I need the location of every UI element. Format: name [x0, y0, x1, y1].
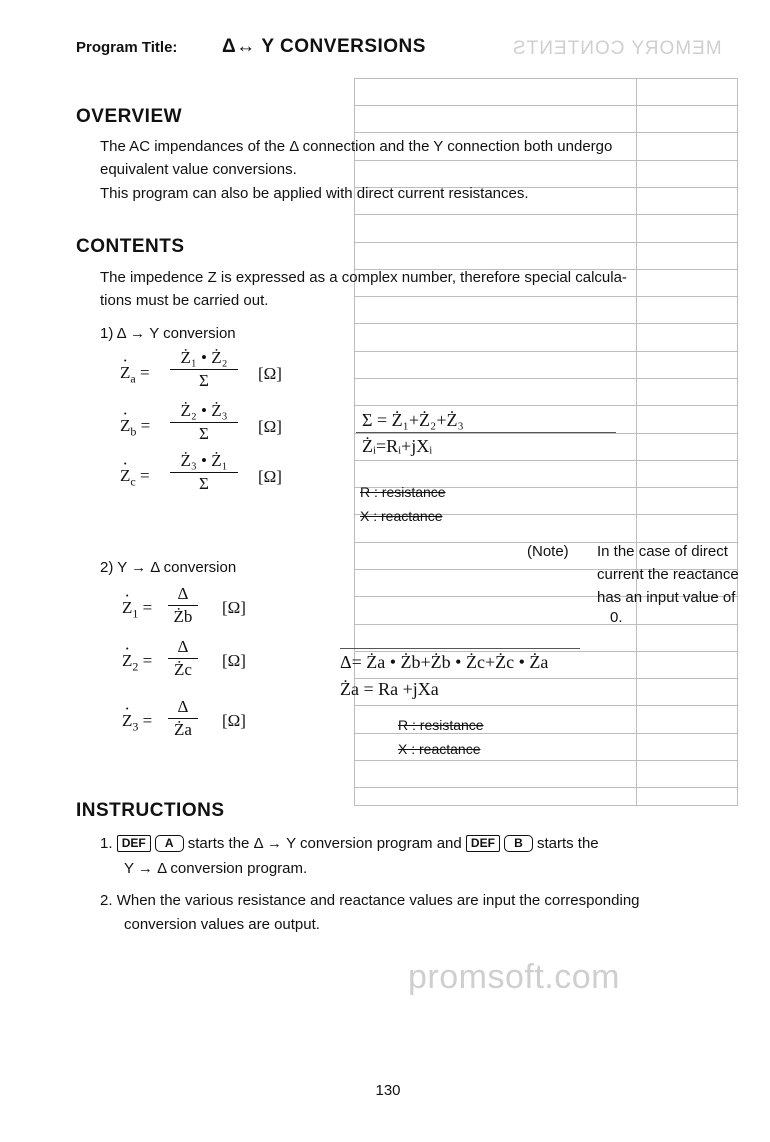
program-title-label: Program Title:: [76, 39, 178, 56]
formula-zb-lhs: · $Z_b$ =: [120, 416, 150, 439]
formula-z2-fraction: Δ Żc: [168, 637, 198, 680]
formula-z1-lhs: · $Z_1$ =: [122, 598, 152, 621]
za-equation: Ża = Ra +jXa: [340, 679, 439, 699]
key-a: A: [155, 835, 184, 852]
r-resistance-1: R : resistance: [360, 484, 446, 500]
formula-za-lhs: · $Z_a$ =: [120, 363, 150, 386]
instruction-step-2: 2. When the various resistance and reactance values are input the corresponding: [100, 892, 640, 909]
overview-heading: OVERVIEW: [76, 106, 183, 127]
ghost-title: MEMORY CONTENTS: [512, 38, 722, 59]
instruction-step-1-cont: Y → Δ conversion program.: [124, 860, 308, 877]
sum-equation: Σ = Ż₁+Ż₂+Ż₃: [362, 410, 464, 430]
x-reactance-2: X : reactance: [398, 741, 481, 757]
contents-line-2: tions must be carried out.: [100, 292, 269, 309]
formula-z3-unit: [Ω]: [222, 711, 246, 730]
formula-zb-unit: [Ω]: [258, 417, 282, 436]
formula-zb-fraction: Ż₂ • Ż₃ Σ: [170, 401, 238, 444]
page-number: 130: [375, 1082, 401, 1099]
watermark: promsoft.com: [408, 958, 620, 996]
formula-zc-lhs: · $Z_c$ =: [120, 466, 150, 489]
note-line-3: has an input value of: [597, 589, 736, 606]
formula-z3-lhs: · $Z_3$ =: [122, 711, 152, 734]
contents-line-1: The impedence Z is expressed as a complex number, therefore special calcula-: [100, 269, 627, 286]
key-def: DEF: [117, 835, 151, 852]
key-def-2: DEF: [466, 835, 500, 852]
delta-equation: Δ= Ża • Żb+Żb • Żc+Żc • Ża: [340, 652, 549, 672]
formula-zc-unit: [Ω]: [258, 467, 282, 486]
zi-equation: Żᵢ=Rᵢ+jXᵢ: [362, 436, 433, 456]
note-label: (Note): [527, 543, 569, 560]
overview-line-2: equivalent value conversions.: [100, 161, 297, 178]
formula-z2-unit: [Ω]: [222, 651, 246, 670]
overview-line-3: This program can also be applied with direct current resistances.: [100, 185, 529, 202]
formula-z3-fraction: Δ Ża: [168, 697, 198, 740]
formula-z1-unit: [Ω]: [222, 598, 246, 617]
instruction-step-1: 1. DEF A starts the Δ → Y conversion program and DEF B starts the: [100, 835, 599, 852]
formula-zc-fraction: Ż₃ • Ż₁ Σ: [170, 451, 238, 494]
formula-z1-fraction: Δ Żb: [168, 584, 198, 627]
note-line-1: In the case of direct: [597, 543, 728, 560]
overview-line-1: The AC impendances of the Δ connection and the Y connection both undergo: [100, 138, 613, 155]
formula-za-unit: [Ω]: [258, 364, 282, 383]
note-line-2: current the reactance: [597, 566, 739, 583]
instruction-step-2-cont: conversion values are output.: [124, 916, 320, 933]
r-resistance-2: R : resistance: [398, 717, 484, 733]
contents-heading: CONTENTS: [76, 236, 185, 257]
instructions-heading: INSTRUCTIONS: [76, 800, 225, 821]
program-title: Δ↔ Y CONVERSIONS: [222, 36, 426, 57]
note-line-4: 0.: [610, 609, 623, 626]
formula-za-fraction: Ż₁ • Ż₂ Σ: [170, 348, 238, 391]
x-reactance-1: X : reactance: [360, 508, 443, 524]
section-delta-to-y: 1) Δ → Y conversion: [100, 325, 236, 342]
key-b: B: [504, 835, 533, 852]
formula-z2-lhs: · $Z_2$ =: [122, 651, 152, 674]
section-y-to-delta: 2) Y → Δ conversion: [100, 559, 237, 576]
